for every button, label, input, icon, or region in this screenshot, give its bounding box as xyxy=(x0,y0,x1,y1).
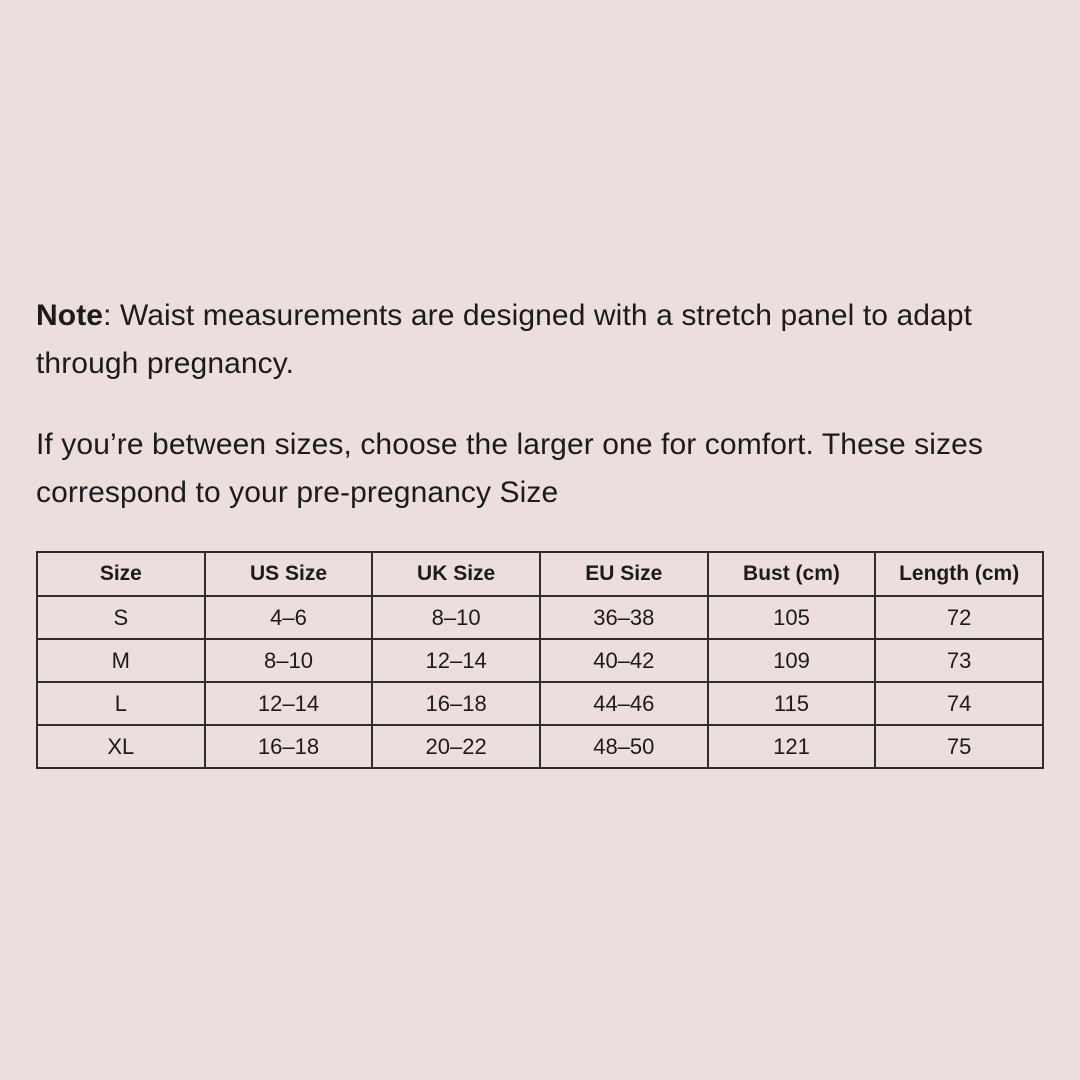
uk-size-cell: 8–10 xyxy=(372,596,540,639)
size-cell: L xyxy=(37,682,205,725)
table-row-m xyxy=(37,639,1043,682)
bust-cell: 121 xyxy=(708,725,876,768)
bust-cell: 115 xyxy=(708,682,876,725)
eu-size-cell: 36–38 xyxy=(540,596,708,639)
fit-advice-paragraph: If you’re between sizes, choose the larger one for comfort. These sizes correspond to your pre-pregnancy Size xyxy=(36,428,984,509)
uk-size-cell: 20–22 xyxy=(372,725,540,768)
column-header-size: Size xyxy=(37,552,205,596)
length-cell: 75 xyxy=(875,725,1043,768)
uk-size-cell: 12–14 xyxy=(372,639,540,682)
bust-cell: 105 xyxy=(708,596,876,639)
uk-size-cell: 16–18 xyxy=(372,682,540,725)
length-cell: 73 xyxy=(875,639,1043,682)
column-header-uk-size: UK Size xyxy=(372,552,540,596)
size-chart-table xyxy=(36,551,1044,769)
column-header-us-size: US Size xyxy=(205,552,373,596)
size-cell: S xyxy=(37,596,205,639)
bust-cell: 109 xyxy=(708,639,876,682)
size-cell: M xyxy=(37,639,205,682)
eu-size-cell: 48–50 xyxy=(540,725,708,768)
us-size-cell: 8–10 xyxy=(205,639,373,682)
us-size-cell: 4–6 xyxy=(205,596,373,639)
column-header-length: Length (cm) xyxy=(875,552,1043,596)
length-cell: 72 xyxy=(875,596,1043,639)
table-row-l xyxy=(37,682,1043,725)
note-paragraph xyxy=(36,292,1044,388)
table-row-xl xyxy=(37,725,1043,768)
eu-size-cell: 40–42 xyxy=(540,639,708,682)
us-size-cell: 16–18 xyxy=(205,725,373,768)
note-label: Note xyxy=(36,299,104,332)
column-header-eu-size: EU Size xyxy=(540,552,708,596)
table-header-row xyxy=(37,552,1043,596)
column-header-bust: Bust (cm) xyxy=(708,552,876,596)
size-cell: XL xyxy=(37,725,205,768)
note-text: : Waist measurements are designed with a stretch panel to adapt through pregnancy. xyxy=(36,299,973,380)
eu-size-cell: 44–46 xyxy=(540,682,708,725)
length-cell: 74 xyxy=(875,682,1043,725)
us-size-cell: 12–14 xyxy=(205,682,373,725)
table-row-s xyxy=(37,596,1043,639)
